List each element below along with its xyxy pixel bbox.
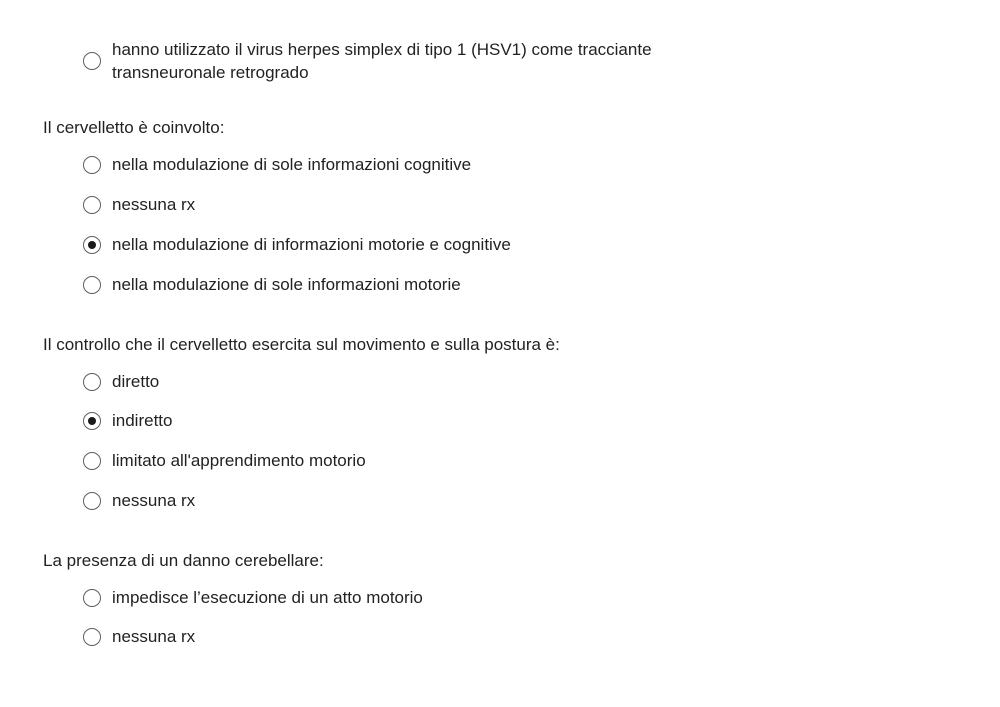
q3-option-1-label: impedisce l’esecuzione di un atto motorio [112, 588, 423, 607]
question-title: Il cervelletto è coinvolto: [43, 118, 225, 137]
q1-option-4-label: nella modulazione di sole informazioni motorie [112, 275, 461, 294]
q1-option-1-label: nella modulazione di sole informazioni cognitive [112, 155, 472, 174]
q1-option-3-radio-selected[interactable] [83, 236, 101, 254]
q2-option-4-radio[interactable] [83, 492, 101, 510]
q1-option-2-radio[interactable] [83, 196, 101, 214]
q2-option-4-label: nessuna rx [112, 491, 196, 510]
q3-option-1-radio[interactable] [83, 589, 101, 607]
q3-option-2-radio[interactable] [83, 628, 101, 646]
question-title: Il controllo che il cervelletto esercita sul movimento e sulla postura è: [43, 335, 560, 354]
q2-option-1-radio[interactable] [83, 373, 101, 391]
question-title: La presenza di un danno cerebellare: [43, 551, 324, 570]
q1-option-4-radio[interactable] [83, 276, 101, 294]
q3-option-2-label: nessuna rx [112, 627, 196, 646]
q2-option-1-label: diretto [112, 372, 160, 391]
q0-option-1-label-line2: transneuronale retrogrado [112, 63, 309, 82]
q1-option-2-label: nessuna rx [112, 195, 196, 214]
q2-option-3-label: limitato all'apprendimento motorio [112, 451, 366, 470]
q0-option-1-radio[interactable] [83, 52, 101, 70]
q0-option-1-label-line1: hanno utilizzato il virus herpes simplex di tipo 1 (HSV1) come tracciante [112, 40, 652, 59]
q1-option-3-label: nella modulazione di informazioni motorie e cognitive [112, 235, 511, 254]
q2-option-2-radio-selected[interactable] [83, 412, 101, 430]
q2-option-2-label: indiretto [112, 411, 173, 430]
q1-option-1-radio[interactable] [83, 156, 101, 174]
q2-option-3-radio[interactable] [83, 452, 101, 470]
